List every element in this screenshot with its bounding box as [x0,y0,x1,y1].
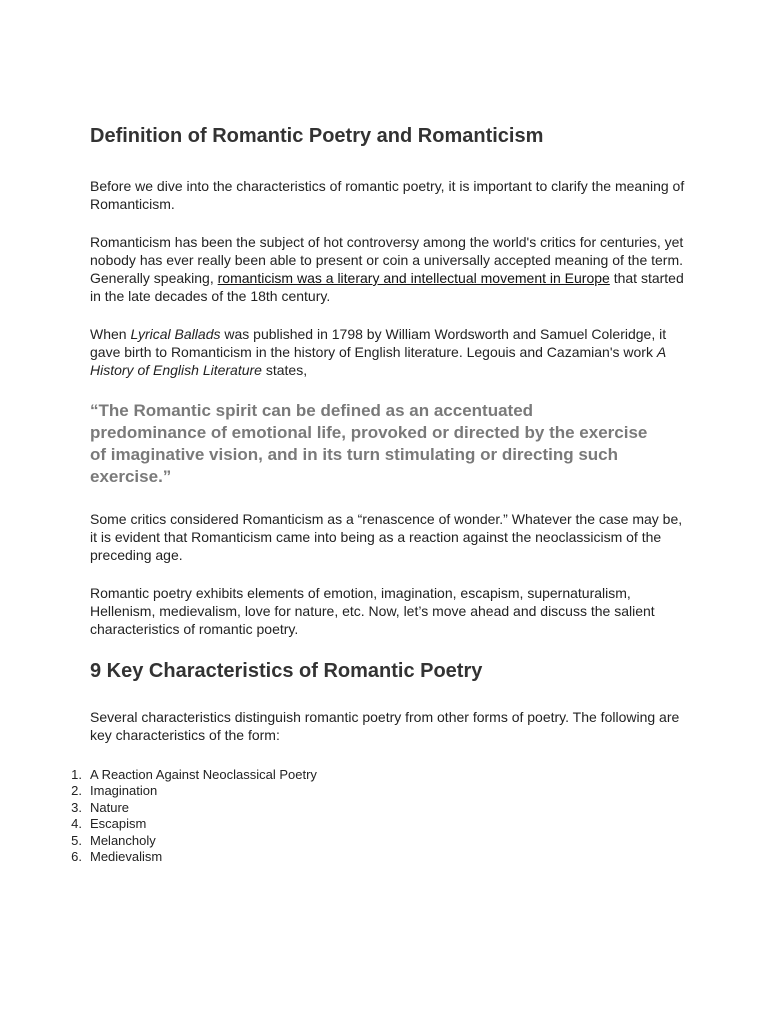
romanticism-definition-link[interactable]: romanticism was a literary and intellectual movement in Europe [217,270,610,286]
list-number: 5. [71,832,82,848]
section-title: 9 Key Characteristics of Romantic Poetry [90,660,483,682]
list-number: 4. [71,816,82,832]
list-item [71,832,690,849]
list-item-text: A Reaction Against Neoclassical Poetry [90,767,317,782]
list-item-text: Nature [90,799,130,815]
lyrical-ballads-title: Lyrical Ballads [130,326,221,342]
page-title: Definition of Romantic Poetry and Romanticism [90,125,544,147]
list-item [71,767,690,783]
list-item [71,799,690,816]
list-item-text: Imagination [90,783,158,799]
list-item [71,783,690,799]
characteristics-paragraph: Several characteristics distinguish romantic poetry from other forms of poetry. The following are key characteristics of the form: [90,709,680,743]
list-item-text: Escapism [90,816,147,832]
list-item [71,849,690,865]
article-body [71,123,690,865]
list-item-text: Melancholy [90,832,156,848]
list-item-text: Medievalism [90,849,163,865]
block-quote: “The Romantic spirit can be defined as an accentuated predominance of emotional life, provoked or directed by the exercise of imaginative vision, and in its turn stimulating or directing such exercise.” [90,401,648,486]
lyrical-text-3: states, [261,362,308,378]
characteristics-list [71,767,690,865]
critics-paragraph: Some critics considered Romanticism as a “renascence of wonder.” Whatever the case may be, it is evident that Romanticism came into being as a reaction against the neoclassicism of the preceding age. [90,511,683,563]
list-number: 6. [71,849,82,865]
controversy-paragraph [90,233,690,305]
controversy-text-before: Romanticism has been the subject of hot controversy among the world's critics for centuries, yet nobody has ever really been able to present or coin a universally accepted meaning of the term. Generally speaking, [90,234,684,286]
lyrical-text-1: When [90,326,131,342]
history-book-title: A History of English Literature [90,344,666,378]
controversy-text-after: that started in the late decades of the 18th century. [90,270,684,304]
lyrical-text-2: was published in 1798 by William Wordsworth and Samuel Coleridge, it gave birth to Romanticism in the history of English literature. Legouis and Cazamian's work [90,326,667,360]
lyrical-ballads-paragraph [90,325,690,379]
intro-paragraph: Before we dive into the characteristics of romantic poetry, it is important to clarify the meaning of Romanticism. [90,178,685,212]
list-item [71,816,690,832]
list-number: 1. [71,767,82,782]
list-number: 2. [71,783,82,799]
list-number: 3. [71,799,82,815]
elements-paragraph: Romantic poetry exhibits elements of emotion, imagination, escapism, supernaturalism, Hellenism, medievalism, love for nature, etc. Now, let’s move ahead and discuss the salient characteristics of romantic poetry. [90,585,655,637]
